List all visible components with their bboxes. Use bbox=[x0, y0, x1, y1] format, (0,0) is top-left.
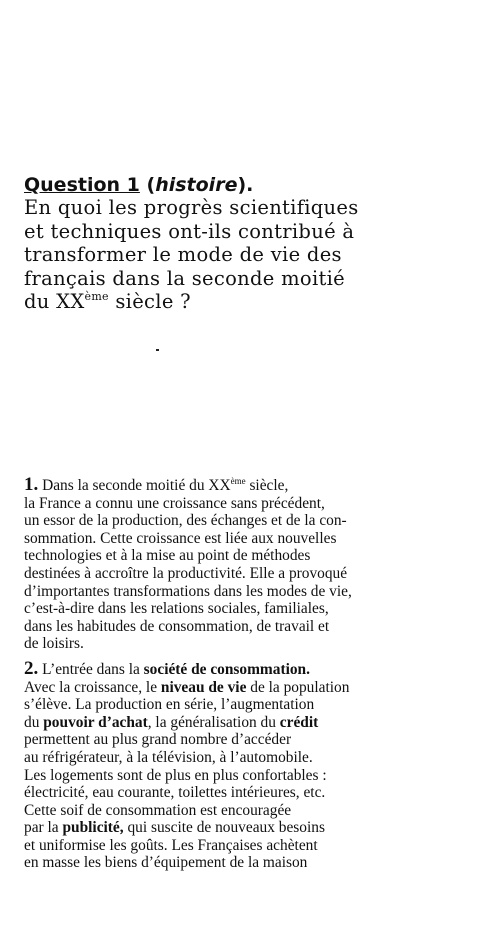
text-line: sommation. Cette croissance est liée aux nouvelles bbox=[24, 529, 337, 547]
text-fragment: du bbox=[24, 713, 44, 731]
question-label: Question 1 bbox=[24, 174, 140, 196]
text-line: la France a connu une croissance sans précédent, bbox=[24, 494, 325, 512]
question-close: ). bbox=[237, 174, 254, 196]
question-line: et techniques ont-ils contribué à bbox=[24, 219, 355, 243]
paragraph-2 bbox=[24, 657, 454, 872]
bold-term: publicité, bbox=[62, 819, 124, 837]
bold-term: société de consommation. bbox=[143, 660, 310, 678]
bold-term: pouvoir d’achat bbox=[43, 713, 148, 731]
paragraph-number: 1. bbox=[24, 474, 39, 495]
superscript: ème bbox=[84, 290, 109, 303]
superscript: ème bbox=[230, 476, 246, 486]
bold-term: crédit bbox=[279, 713, 319, 731]
bold-term: niveau de vie bbox=[160, 678, 247, 696]
text-line: un essor de la production, des échanges et de la con- bbox=[24, 512, 347, 530]
text-line: électricité, eau courante, toilettes intérieures, etc. bbox=[24, 784, 326, 802]
paragraph-1 bbox=[24, 476, 454, 653]
answer-block bbox=[24, 476, 454, 879]
question-subject: histoire bbox=[155, 174, 238, 196]
question-line: En quoi les progrès scientifiques bbox=[24, 196, 359, 219]
question-block bbox=[24, 174, 464, 314]
text-line: technologies et à la mise au point de méthodes bbox=[24, 547, 311, 565]
text-line: Les logements sont de plus en plus confortables : bbox=[24, 766, 327, 784]
text-line: d’importantes transformations dans les modes de vie, bbox=[24, 582, 352, 600]
text-line: de loisirs. bbox=[24, 635, 84, 653]
text-fragment: Dans la seconde moitié du XX bbox=[38, 477, 231, 494]
text-line: destinées à accroître la productivité. Elle a provoqué bbox=[24, 564, 348, 582]
text-line: et uniformise les goûts. Les Françaises achètent bbox=[24, 836, 318, 854]
question-text bbox=[24, 196, 464, 314]
text-fragment: siècle, bbox=[245, 477, 289, 494]
text-line: au réfrigérateur, à la télévision, à l’automobile. bbox=[24, 748, 313, 766]
text-fragment: L’entrée dans la bbox=[38, 660, 144, 678]
text-line: s’élève. La production en série, l’augmentation bbox=[24, 696, 315, 714]
stray-mark bbox=[156, 349, 159, 351]
text-line: dans les habitudes de consommation, de travail et bbox=[24, 617, 330, 635]
question-title bbox=[24, 174, 464, 196]
text-line: en masse les biens d’équipement de la maison bbox=[24, 854, 308, 872]
paragraph-number: 2. bbox=[24, 657, 39, 679]
text-line: permettent au plus grand nombre d’accéder bbox=[24, 731, 292, 749]
text-line: c’est-à-dire dans les relations sociales, familiales, bbox=[24, 600, 329, 618]
question-line bbox=[24, 290, 464, 314]
text-fragment: Avec la croissance, le bbox=[24, 678, 161, 696]
text-fragment: , la généralisation du bbox=[147, 713, 280, 731]
text-fragment: qui suscite de nouveaux besoins bbox=[123, 819, 325, 837]
text-line: Cette soif de consommation est encouragée bbox=[24, 801, 292, 819]
text-fragment: par la bbox=[24, 819, 63, 837]
question-line: transformer le mode de vie des bbox=[24, 243, 342, 266]
question-line: français dans la seconde moitié bbox=[24, 266, 346, 290]
question-paren: ( bbox=[139, 174, 156, 196]
text-fragment: de la population bbox=[246, 678, 350, 696]
question-text-fragment: siècle ? bbox=[108, 290, 191, 313]
question-text-fragment: du XX bbox=[24, 290, 85, 313]
